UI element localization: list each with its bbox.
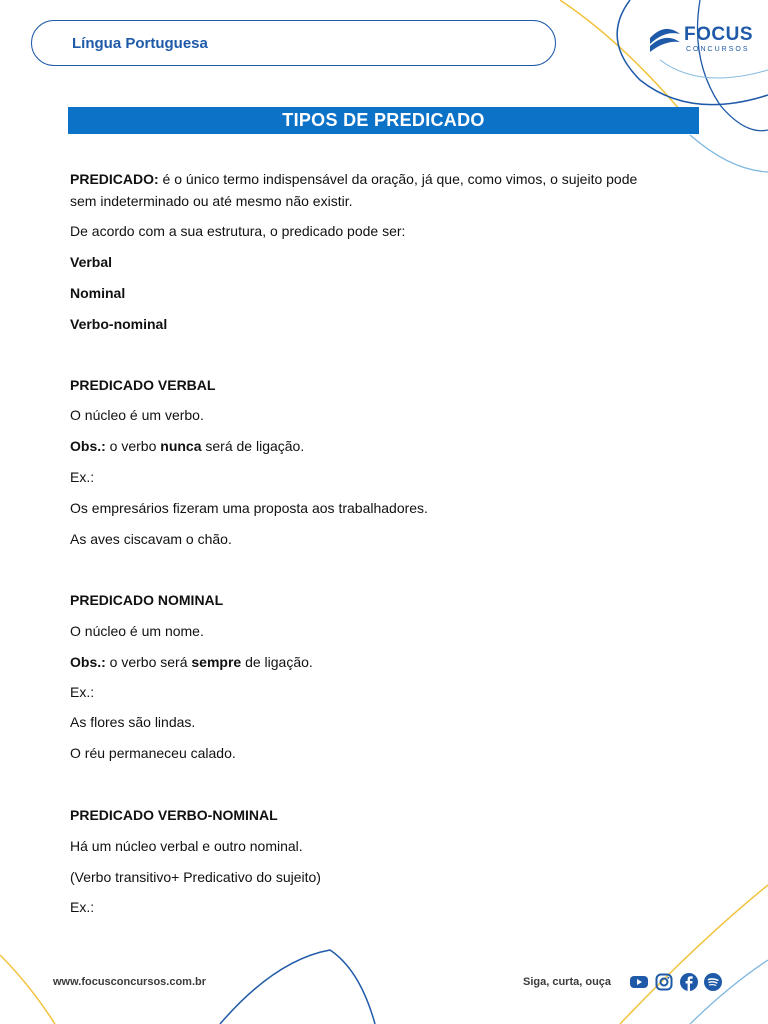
nominal-nucleus: O núcleo é um nome. <box>70 623 204 639</box>
verbo-nominal-heading: PREDICADO VERBO-NOMINAL <box>70 807 278 823</box>
nominal-obs-label: Obs.: <box>70 654 106 670</box>
subject-header-pill <box>31 20 556 66</box>
nominal-heading: PREDICADO NOMINAL <box>70 592 224 608</box>
verbal-ex-label: Ex.: <box>70 469 95 485</box>
subject-title: Língua Portuguesa <box>72 35 208 52</box>
verbal-obs-label: Obs.: <box>70 438 106 454</box>
facebook-icon[interactable] <box>680 973 698 991</box>
intro-line-2: sem indeterminado ou até mesmo não existir. <box>70 193 353 209</box>
nominal-ex-label: Ex.: <box>70 684 95 700</box>
section-title-bar <box>68 107 699 134</box>
verbal-obs-post: será de ligação. <box>201 438 305 454</box>
verbal-heading: PREDICADO VERBAL <box>70 377 216 393</box>
logo-subtitle: CONCURSOS <box>686 46 750 53</box>
verbal-obs-pre: o verbo <box>105 438 161 454</box>
nominal-obs <box>70 653 313 672</box>
instagram-icon[interactable] <box>655 973 673 991</box>
verbal-example-1: Os empresários fizeram uma proposta aos trabalhadores. <box>70 500 428 516</box>
logo-wordmark: FOCUS <box>684 24 753 45</box>
verbal-obs <box>70 437 304 456</box>
focus-logo <box>648 24 752 60</box>
nominal-obs-post: de ligação. <box>241 654 313 670</box>
spotify-icon[interactable] <box>704 973 722 991</box>
nominal-obs-bold: sempre <box>191 654 242 670</box>
verbo-nominal-nucleus: Há um núcleo verbal e outro nominal. <box>70 838 303 854</box>
nominal-obs-pre: o verbo será <box>105 654 192 670</box>
verbal-nucleus: O núcleo é um verbo. <box>70 407 204 423</box>
intro-line-1 <box>70 170 637 189</box>
type-verbo-nominal: Verbo-nominal <box>70 316 168 332</box>
verbo-nominal-formula: (Verbo transitivo+ Predicativo do sujeito) <box>70 869 321 885</box>
nominal-example-1: As flores são lindas. <box>70 714 196 730</box>
intro-line-1-text: é o único termo indispensável da oração, já que, como vimos, o sujeito pode <box>158 171 638 187</box>
page-title: TIPOS DE PREDICADO <box>282 110 485 130</box>
structure-line: De acordo com a sua estrutura, o predicado pode ser: <box>70 223 406 239</box>
type-verbal: Verbal <box>70 254 113 270</box>
footer-website-link[interactable]: www.focusconcursos.com.br <box>53 976 207 988</box>
focus-logo-icon <box>648 24 682 56</box>
type-nominal: Nominal <box>70 285 126 301</box>
verbal-obs-bold: nunca <box>160 438 202 454</box>
verbo-nominal-ex-label: Ex.: <box>70 899 95 915</box>
verbal-example-2: As aves ciscavam o chão. <box>70 531 232 547</box>
youtube-icon[interactable] <box>630 973 648 991</box>
intro-term: PREDICADO: <box>70 171 159 187</box>
nominal-example-2: O réu permaneceu calado. <box>70 745 236 761</box>
footer-tagline: Siga, curta, ouça <box>523 976 612 988</box>
